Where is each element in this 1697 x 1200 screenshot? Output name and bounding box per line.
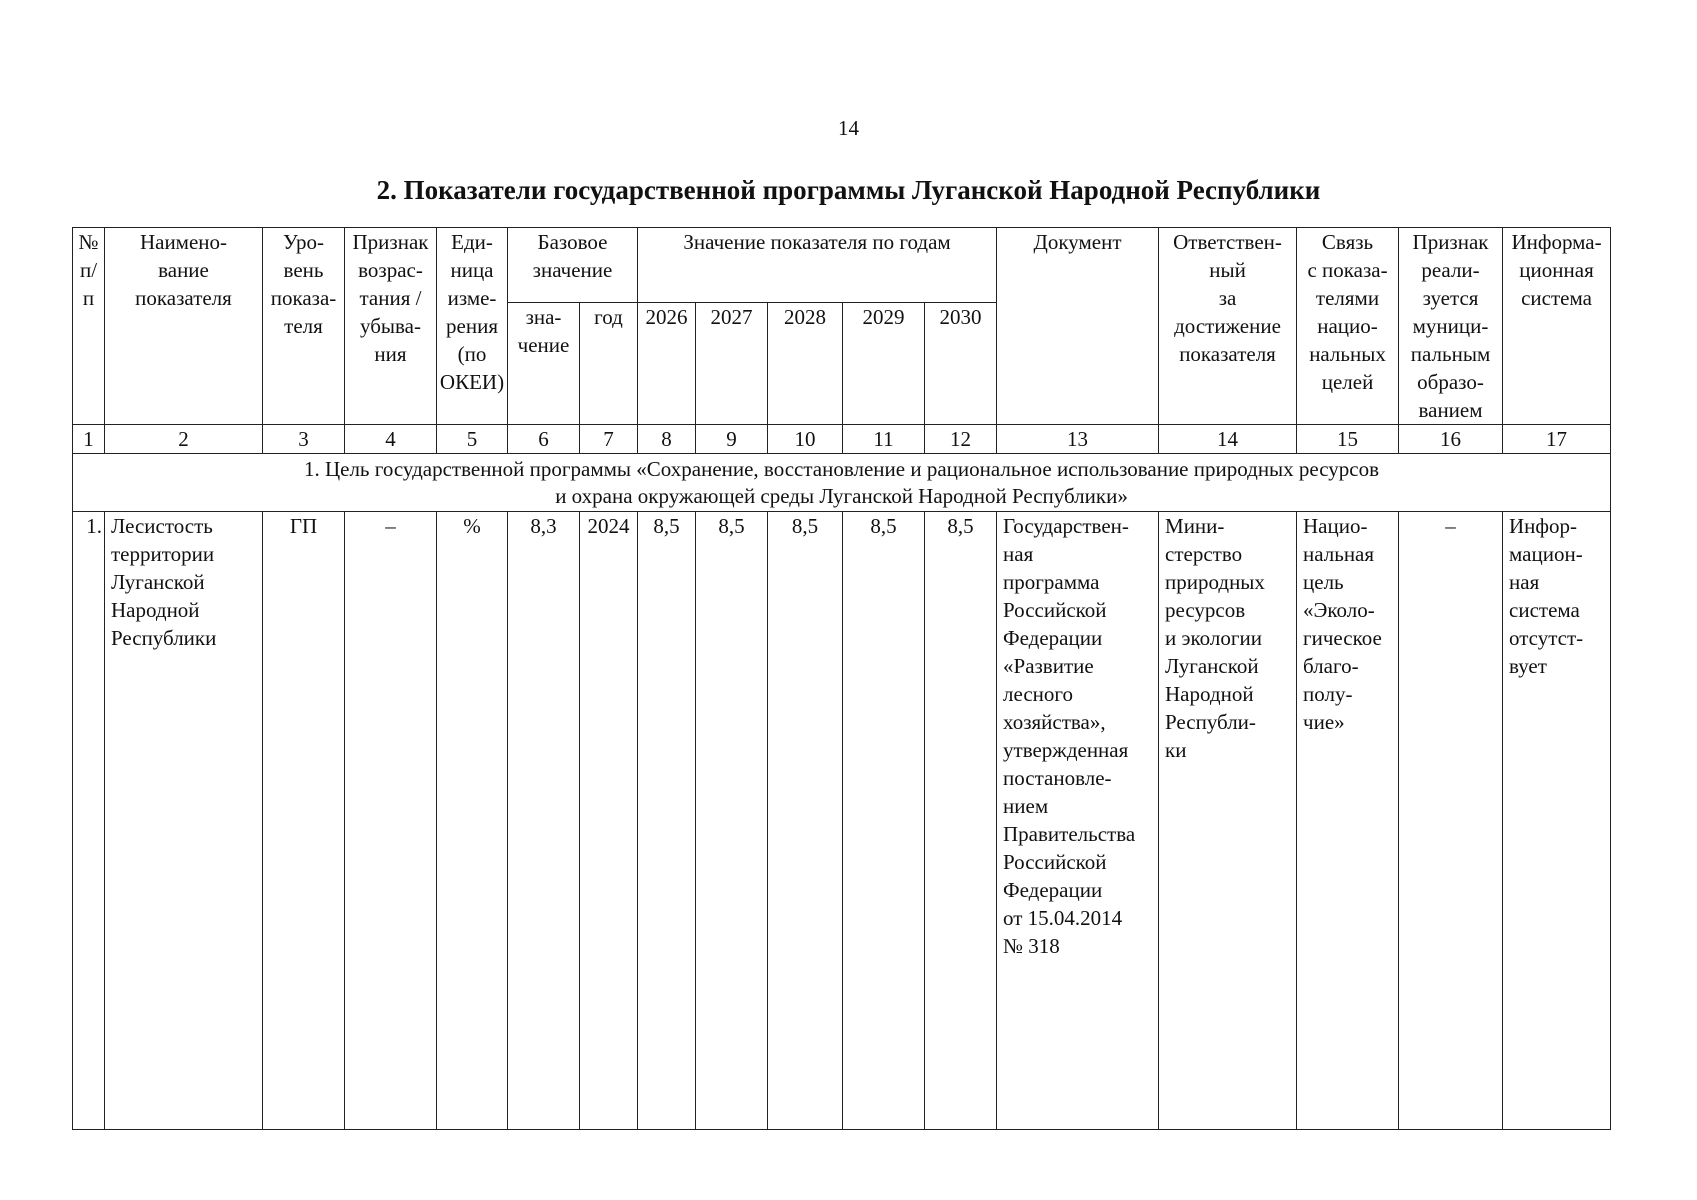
row-base-value: 8,3	[508, 512, 580, 1130]
indicators-table	[72, 227, 1611, 1130]
column-number: 4	[345, 425, 437, 454]
row-infosystem: Инфор- мацион- ная система отсутст- вует	[1503, 512, 1611, 1130]
table-row	[73, 512, 1611, 1130]
document-title: 2. Показатели государственной программы Луганской Народной Республики	[376, 175, 1321, 205]
header-document: Документ	[997, 228, 1159, 425]
header-year-2027: 2027	[696, 303, 768, 425]
header-name: Наимено- вание показателя	[105, 228, 263, 425]
row-level: ГП	[263, 512, 345, 1130]
row-link: Нацио- нальная цель «Эколо- гическое благо- полу- чие»	[1297, 512, 1399, 1130]
column-number: 16	[1399, 425, 1503, 454]
column-number: 13	[997, 425, 1159, 454]
column-numbers-row	[73, 425, 1611, 454]
header-responsible: Ответствен- ный за достижение показателя	[1159, 228, 1297, 425]
header-year-2028: 2028	[768, 303, 843, 425]
page-number: 14	[838, 116, 859, 140]
column-number: 17	[1503, 425, 1611, 454]
header-municipal: Признак реали- зуется муници- пальным образо- ванием	[1399, 228, 1503, 425]
column-number: 12	[925, 425, 997, 454]
row-value-2028: 8,5	[768, 512, 843, 1130]
header-years-group: Значение показателя по годам	[638, 228, 997, 303]
row-value-2026: 8,5	[638, 512, 696, 1130]
column-number: 8	[638, 425, 696, 454]
row-document: Государствен- ная программа Российской Федерации «Развитие лесного хозяйства», утвержденная постановле- нием Правительства Российской Федерации от 15.04.2014 № 318	[997, 512, 1159, 1130]
header-year-2029: 2029	[843, 303, 925, 425]
row-name: Лесистость территории Луганской Народной Республики	[105, 512, 263, 1130]
row-value-2027: 8,5	[696, 512, 768, 1130]
header-num: № п/п	[73, 228, 105, 425]
column-number: 6	[508, 425, 580, 454]
header-year-2030: 2030	[925, 303, 997, 425]
column-number: 9	[696, 425, 768, 454]
header-row-1	[73, 228, 1611, 303]
header-level: Уро- вень показа- теля	[263, 228, 345, 425]
column-number: 7	[580, 425, 638, 454]
header-infosystem: Информа- ционная система	[1503, 228, 1611, 425]
column-number: 3	[263, 425, 345, 454]
header-link: Связь с показа- телями нацио- нальных целей	[1297, 228, 1399, 425]
goal-row	[73, 454, 1611, 512]
row-responsible: Мини- стерство природных ресурсов и экологии Луганской Народной Республи- ки	[1159, 512, 1297, 1130]
column-number: 1	[73, 425, 105, 454]
goal-title: 1. Цель государственной программы «Сохранение, восстановление и рациональное использование природных ресурсов и охрана окружающей среды Луганской Народной Республики»	[73, 454, 1611, 512]
row-municipal: –	[1399, 512, 1503, 1130]
column-number: 11	[843, 425, 925, 454]
header-base-value: зна- чение	[508, 303, 580, 425]
row-base-year: 2024	[580, 512, 638, 1130]
header-trend: Признак возрас- тания / убыва- ния	[345, 228, 437, 425]
column-number: 15	[1297, 425, 1399, 454]
row-value-2030: 8,5	[925, 512, 997, 1130]
header-base: Базовое значение	[508, 228, 638, 303]
row-value-2029: 8,5	[843, 512, 925, 1130]
column-number: 10	[768, 425, 843, 454]
column-number: 2	[105, 425, 263, 454]
column-number: 5	[437, 425, 508, 454]
column-number: 14	[1159, 425, 1297, 454]
header-base-year: год	[580, 303, 638, 425]
header-year-2026: 2026	[638, 303, 696, 425]
header-unit: Еди- ница изме- рения (по ОКЕИ)	[437, 228, 508, 425]
row-trend: –	[345, 512, 437, 1130]
row-num: 1.	[73, 512, 105, 1130]
row-unit: %	[437, 512, 508, 1130]
